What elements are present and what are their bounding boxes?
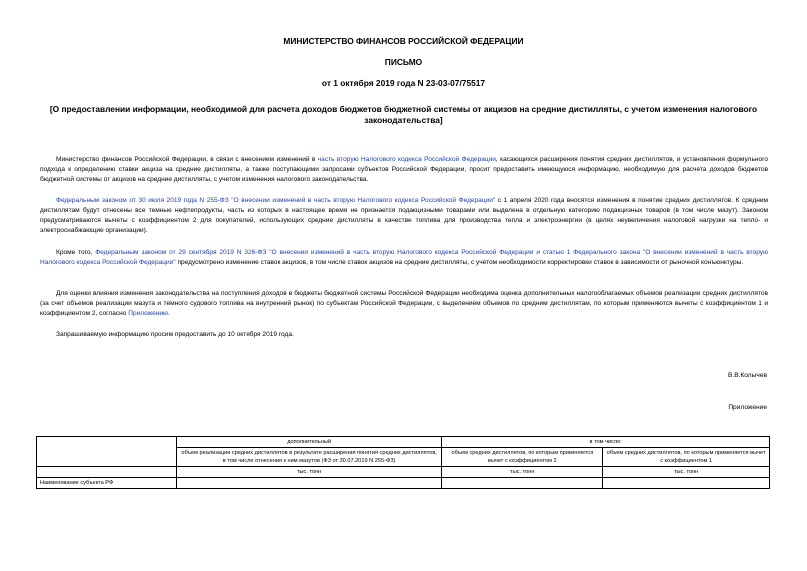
signature: В.В.Колычев	[727, 372, 767, 379]
document-subject: [О предоставлении информации, необходимой для расчета доходов бюджетов бюджетной системы от акцизов на средние дистилляты, с учетом изменения налогового законодательства]	[49, 104, 758, 125]
row-cell-coef1[interactable]	[603, 478, 770, 489]
paragraph-5: Запрашиваемую информацию просим предоставить до 10 октября 2019 года.	[56, 331, 294, 338]
header-volume: объем реализации средних дистиллятов в результате расширения понятия средних дистиллятов, в том числе отнесения к ним мазутов (ФЗ от 30.07.2019 N 255-ФЗ)	[176, 448, 442, 467]
paragraph-3-text-b: предусмотрено изменение ставок акцизов, в том числе ставок акцизов на средние дистилляты, с учетом необходимости корректировки ставок в зависимости от рыночной конъюнктуры.	[175, 259, 744, 266]
header-coef2: объем средних дистиллятов, по которым применяется вычет с коэффициентом 2	[442, 448, 603, 467]
appendix-label: Приложение	[728, 404, 767, 411]
paragraph-1	[40, 155, 768, 185]
link-appendix[interactable]: Приложению	[128, 310, 168, 317]
header-including: в том числе:	[442, 437, 770, 448]
paragraph-1-text-b: , касающихся расширения понятия средних дистиллятов, и установления формульного подхода к определению ставки акциза на средние дистилляты, а также поступающими запросами субъектов Российской Федерации, просит предоставить имеющуюся информацию, необходимую для расчета доходов бюджетов бюджетной системы от акцизов на средние дистилляты, с учетом изменения налогового законодательства.	[40, 156, 768, 183]
ministry-heading: МИНИСТЕРСТВО ФИНАНСОВ РОССИЙСКОЙ ФЕДЕРАЦИИ	[283, 36, 524, 46]
paragraph-2-text: с 1 апреля 2020 года вносятся изменения в понятие средних дистиллятов. К средним дистиллятам будут отнесены все темные нефтепродукты, часть из которых в настоящее время не признается подакцизными товарами или выделена в отдельную категорию подакцизных товаров (в том числе мазут). Законом предусматриваются вычеты с коэффициентом 2 для покупателей, использующих средние дистилляты в качестве топлива для производства тепла и электроэнергии (в целях неувеличения налоговой нагрузки на тепло- и электроснабжающие организации).	[40, 197, 768, 234]
header-coef1: объем средних дистиллятов, по которым применяется вычет с коэффициентом 1	[603, 448, 770, 467]
unit-coef1: тыс. тонн	[603, 467, 770, 478]
row-cell-coef2[interactable]	[442, 478, 603, 489]
link-tax-code-part-two[interactable]: часть вторую Налогового кодекса Российской Федерации	[317, 156, 496, 163]
paragraph-3	[40, 248, 768, 268]
unit-coef2: тыс. тонн	[442, 467, 603, 478]
header-additional: дополнительный	[176, 437, 442, 448]
unit-empty-cell	[37, 467, 177, 478]
unit-volume: тыс. тонн	[176, 467, 442, 478]
date-number: от 1 октября 2019 года N 23-03-07/75517	[321, 78, 486, 88]
row-cell-volume[interactable]	[176, 478, 442, 489]
paragraph-2	[40, 196, 768, 236]
table-corner-cell	[37, 437, 177, 467]
link-federal-law-326[interactable]: Федеральным законом от 29 сентября 2019 N 326-ФЗ "О внесении изменений в часть вторую Налогового кодекса Российской Федерации и статью 1 Федерального закона "О внесении изменений в часть вторую Налогового кодекса Российской Федерации"	[40, 249, 768, 266]
link-federal-law-255[interactable]: Федеральным законом от 30 июля 2019 года N 255-ФЗ "О внесении изменений в часть вторую Налогового кодекса Российской Федерации"	[56, 197, 496, 204]
paragraph-3-text-a: Кроме того,	[56, 249, 96, 256]
paragraph-4-text-a: Для оценки влияния изменения законодательства на поступления доходов в бюджеты бюджетной системы Российской Федерации необходима оценка дополнительных налогооблагаемых объемов реализации средних дистиллятов (за счет объемов реализации мазута и темного судового топлива на внутренний рынок) по субъектам Российской Федерации, с выделением объемов по средним дистиллятам, по которым применяются вычеты с коэффициентом 1 и коэффициентом 2, согласно	[40, 290, 768, 317]
table-row	[37, 478, 770, 489]
document-type: ПИСЬМО	[384, 57, 423, 67]
appendix-table	[36, 436, 770, 489]
row-label: Наименование субъекта РФ	[37, 478, 177, 489]
paragraph-4	[40, 289, 768, 319]
paragraph-1-text-a: Министерство финансов Российской Федерации, в связи с внесением изменений в	[56, 156, 318, 163]
table-header-row-1	[37, 437, 770, 448]
table-unit-row	[37, 467, 770, 478]
paragraph-4-text-b: .	[167, 310, 170, 317]
